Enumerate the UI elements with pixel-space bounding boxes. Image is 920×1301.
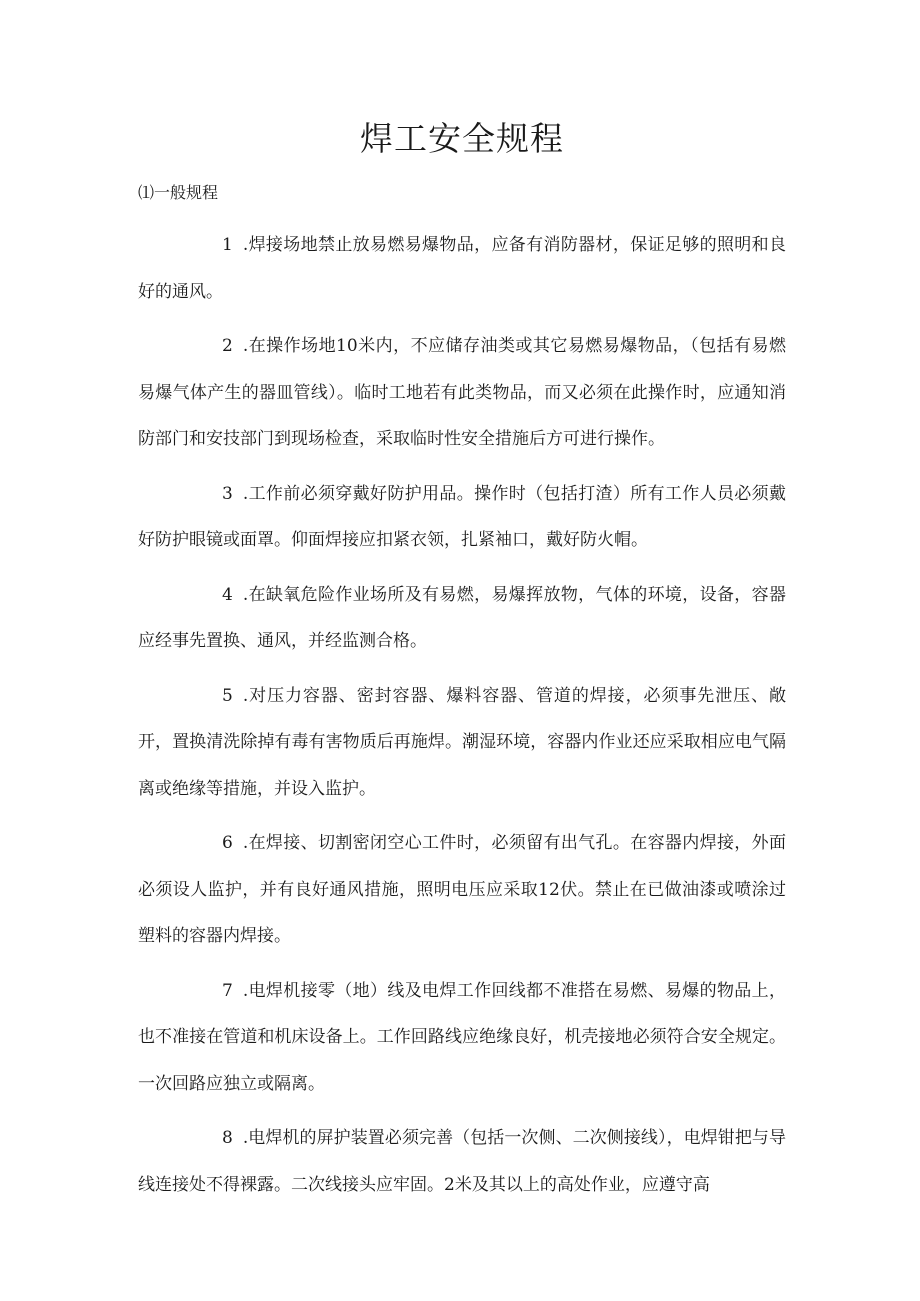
document-title: 焊工安全规程: [360, 119, 564, 158]
rule-text: .工作前必须穿戴好防护用品。操作时（包括打渣）所有工作人员必须戴好防护眼镜或面罩。仰面焊接应扣紧衣领，扎紧袖口，戴好防火帽。: [138, 483, 786, 550]
rule-item-6: [138, 820, 786, 960]
rule-text: .对压力容器、密封容器、爆料容器、管道的焊接，必须事先泄压、敞开，置换清洗除掉有毒有害物质后再施焊。潮湿环境，容器内作业还应采取相应电气隔离或绝缘等措施，并设入监护。: [138, 685, 786, 799]
rule-number: 6: [222, 833, 233, 853]
rule-number: 8: [222, 1128, 233, 1148]
rule-number: 7: [222, 980, 233, 1001]
rule-item-4: [138, 572, 786, 665]
rule-item-1: [138, 222, 786, 315]
rule-item-3: [138, 471, 786, 564]
rule-text: .电焊机接零（地）线及电焊工作回线都不准搭在易燃、易爆的物品上，也不准接在管道和机床设备上。工作回路线应绝缘良好，机壳接地必须符合安全规定。一次回路应独立或隔离。: [138, 980, 786, 1094]
section-heading: ⑴一般规程: [138, 183, 219, 202]
rule-item-2: [138, 323, 786, 463]
rule-list: [138, 222, 786, 1216]
rule-text: .焊接场地禁止放易燃易爆物品，应备有消防器材，保证足够的照明和良好的通风。: [138, 235, 786, 302]
rule-item-5: [138, 673, 786, 813]
rule-item-7: [138, 968, 786, 1108]
rule-number: 1: [222, 235, 233, 255]
rule-text: .在操作场地10米内，不应储存油类或其它易燃易爆物品，（包括有易燃易爆气体产生的器皿管线）。临时工地若有此类物品，而又必须在此操作时，应通知消防部门和安技部门到现场检查，采取临时性安全措施后方可进行操作。: [138, 336, 786, 449]
rule-text: .电焊机的屏护装置必须完善（包括一次侧、二次侧接线），电焊钳把与导线连接处不得裸露。二次线接头应牢固。2米及其以上的高处作业，应遵守高: [138, 1128, 786, 1195]
rule-text: .在焊接、切割密闭空心工件时，必须留有出气孔。在容器内焊接，外面必须设人监护，并有良好通风措施，照明电压应采取12伏。禁止在已做油漆或喷涂过塑料的容器内焊接。: [138, 833, 786, 946]
rule-number: 5: [222, 685, 233, 706]
rule-number: 4: [222, 584, 233, 605]
rule-text: .在缺氧危险作业场所及有易燃，易爆挥放物，气体的环境，设备，容器应经事先置换、通风，并经监测合格。: [138, 584, 786, 651]
rule-item-8: [138, 1115, 786, 1208]
rule-number: 3: [222, 483, 233, 504]
rule-number: 2: [222, 336, 233, 356]
